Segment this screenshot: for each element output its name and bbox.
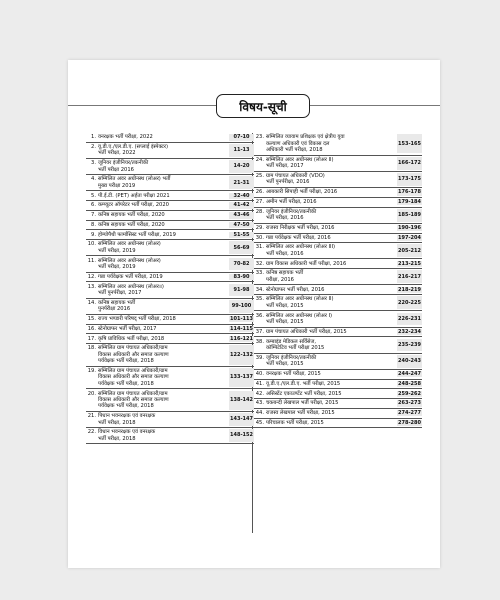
contents-entry: [254, 295, 422, 311]
entry-number: 31.: [255, 244, 264, 251]
entry-title: स्टेनोग्राफर भर्ती परीक्षा, 2016: [266, 286, 325, 293]
contents-entry: [254, 285, 422, 295]
entry-number: 39.: [255, 354, 264, 361]
contents-entry: [86, 201, 254, 211]
entry-page-range: 259-262: [398, 390, 421, 397]
entry-number: 15.: [87, 315, 96, 322]
entry-number: 14.: [87, 299, 96, 306]
entry-title: सम्मिलित ग्राम पंचायत अधिकारी/ग्राम विकास अधिकारी और समाज कल्याण पर्यवेक्षक भर्ती परीक्षा, 2018: [98, 345, 169, 365]
entry-number: 44.: [255, 410, 264, 417]
entry-title: सम्मिलित ग्राम पंचायत अधिकारी/ग्राम विकास अधिकारी और समाज कल्याण पर्यवेक्षक भर्ती परीक्षा, 2018: [98, 390, 169, 410]
entry-title: कम्प्यूटर ऑपरेटर भर्ती परीक्षा, 2020: [98, 202, 169, 209]
entry-title: गन्ना पर्यवेक्षक भर्ती परीक्षा, 2016: [266, 234, 331, 241]
entry-page-range: 173-175: [397, 173, 422, 186]
contents-entry: [254, 259, 422, 269]
entry-title: असिस्टेंट एकाउण्टेंट भर्ती परीक्षा, 2015: [266, 390, 342, 397]
entry-title: सम्मिलित अवर अधीनस्थ (लोअर II) भर्ती परीक्षा, 2017: [266, 156, 334, 170]
entry-page-range: 47-50: [229, 222, 254, 228]
entry-title: विधान भवनरक्षक एवं वनरक्षक भर्ती परीक्षा, 2018: [98, 429, 156, 442]
entry-number: 29.: [255, 224, 264, 231]
entry-number: 23.: [255, 134, 264, 141]
entry-page-range: 99-100: [229, 300, 254, 313]
contents-entry: [86, 334, 254, 344]
entry-number: 21.: [87, 413, 96, 420]
entry-page-range: 220-225: [397, 296, 422, 309]
contents-entry: [86, 159, 254, 175]
entry-title: आबकारी सिपाही भर्ती परीक्षा, 2016: [266, 189, 338, 196]
entry-page-range: 244-247: [398, 370, 421, 377]
entry-title: सम्मिलित अवर अधीनस्थ (लोअर॥) भर्ती पुनर्परीक्षा, 2017: [98, 283, 164, 296]
entry-page-range: 205-212: [397, 244, 422, 257]
contents-entry: [254, 419, 422, 429]
entry-number: 41.: [255, 380, 264, 387]
entry-page-range: 83-90: [229, 274, 254, 280]
entry-title: सम्मिलित अवर अधीनस्थ (लोअर III) भर्ती परीक्षा, 2016: [266, 244, 336, 257]
entry-title: यू.डी.ए./एल.डी.ए. (सप्लाई इंस्पेक्टर) भर्ती परीक्षा, 2022: [98, 143, 169, 157]
entry-title: वनरक्षक भर्ती परीक्षा, 2015: [266, 370, 321, 377]
contents-entry: [86, 325, 254, 335]
contents-entry: [86, 315, 254, 325]
contents-entry: [254, 188, 422, 198]
entry-number: 19.: [87, 367, 96, 374]
entry-number: 7.: [91, 212, 96, 219]
entry-title: जूनियर इंजीनियर/तकनीकी भर्ती परीक्षा 2016: [98, 160, 149, 173]
contents-entry: [86, 367, 254, 390]
entry-page-range: 148-152: [229, 429, 254, 442]
contents-entry: [254, 409, 422, 419]
contents-entry: [254, 311, 422, 327]
contents-entry: [254, 370, 422, 380]
contents-entry: [254, 337, 422, 353]
entry-page-range: 43-46: [229, 212, 254, 218]
entry-title: ग्राम विकास अधिकारी भर्ती परीक्षा, 2016: [266, 260, 347, 267]
entry-page-range: 101-113: [230, 315, 253, 322]
entry-page-range: 235-239: [397, 339, 422, 352]
entry-title: सम्मिलित ग्राम पंचायत अधिकारी/ग्राम विकास अधिकारी और समाज कल्याण पर्यवेक्षक भर्ती परीक्षा, 2018: [98, 367, 169, 387]
entry-page-range: 21-31: [229, 176, 254, 189]
entry-number: 32.: [255, 260, 264, 267]
contents-entry: [86, 256, 254, 272]
entry-page-range: 114-115: [230, 325, 253, 332]
entry-title: पिधान भवनरक्षक एवं वनरक्षक भर्ती परीक्षा, 2018: [98, 413, 156, 426]
entry-page-range: 190-196: [398, 224, 421, 231]
entry-number: 5.: [91, 192, 96, 199]
entry-page-range: 232-234: [398, 328, 421, 335]
contents-entry: [86, 428, 254, 444]
entry-number: 27.: [255, 198, 264, 205]
contents-entry: [254, 399, 422, 409]
entry-number: 24.: [255, 156, 264, 163]
entry-number: 3.: [91, 160, 96, 167]
contents-entry: [86, 143, 254, 159]
contents-entry: [254, 389, 422, 399]
entry-page-range: 278-280: [398, 419, 421, 426]
entry-title: कनिष्ठ सहायक भर्ती पुनर्परीक्षा 2016: [98, 299, 136, 313]
entry-number: 12.: [87, 273, 96, 280]
entry-title: ग्राम पंचायत अधिकारी (VDO) भर्ती पुनर्परीक्षा, 2016: [266, 172, 325, 186]
entry-page-range: 138-142: [229, 391, 254, 410]
entry-title: सम्मिलित अवर अधीनस्थ (लोअर) भर्ती मुख्य परीक्षा 2019: [98, 176, 171, 189]
entry-page-range: 166-172: [397, 157, 422, 170]
entry-number: 45.: [255, 419, 264, 426]
contents-column-left: [86, 133, 254, 444]
entry-page-range: 179-184: [398, 198, 421, 205]
entry-number: 1.: [91, 134, 96, 141]
entry-title: राजस्व लेखपाल भर्ती परीक्षा, 2015: [266, 410, 335, 417]
entry-title: परिचालक भर्ती परीक्षा, 2015: [266, 419, 324, 426]
entry-number: 10.: [87, 241, 96, 248]
contents-entry: [86, 273, 254, 283]
entry-number: 42.: [255, 390, 264, 397]
contents-entry: [86, 282, 254, 298]
entry-title: स्टेनोग्राफर भर्ती परीक्षा, 2017: [98, 325, 157, 332]
page-title: विषय-सूची: [216, 94, 310, 118]
contents-entry: [254, 269, 422, 285]
contents-entry: [254, 156, 422, 172]
entry-page-range: 116-121: [230, 335, 253, 342]
entry-title: चकबन्दी लेखपाल भर्ती परीक्षा, 2015: [266, 400, 339, 407]
entry-number: 6.: [91, 202, 96, 209]
contents-entry: [254, 234, 422, 244]
contents-entry: [254, 354, 422, 370]
entry-title: सम्मिलित व्यायाम प्रशिक्षक एवं क्षेत्रीय युवा कल्याण अधिकारी एवं विकास दल अधिकारी भर्ती परीक्षा, 2018: [266, 134, 345, 153]
contents-entry: [86, 211, 254, 221]
entry-title: सम्मिलित अवर अधीनस्थ (लोअर) भर्ती परीक्षा, 2019: [98, 257, 161, 271]
entry-number: 35.: [255, 296, 264, 303]
contents-entry: [86, 344, 254, 367]
entry-page-range: 185-189: [397, 209, 422, 222]
contents-entry: [86, 133, 254, 143]
entry-page-range: 32-40: [229, 193, 254, 199]
entry-number: 8.: [91, 221, 96, 228]
contents-entry: [86, 191, 254, 201]
entry-number: 17.: [87, 335, 96, 342]
entry-number: 20.: [87, 390, 96, 397]
entry-page-range: 153-165: [397, 134, 422, 153]
entry-number: 25.: [255, 172, 264, 179]
contents-entry: [86, 175, 254, 191]
entry-title: ग्राम पंचायत अधिकारी भर्ती परीक्षा, 2015: [266, 328, 347, 335]
entry-title: होम्योपैथी फार्मासिस्ट भर्ती परीक्षा, 2019: [98, 231, 176, 238]
entry-title: कनिष्ठ सहायक भर्ती परीक्षा, 2016: [266, 270, 304, 283]
entry-number: 18.: [87, 345, 96, 352]
entry-title: वनरक्षक भर्ती परीक्षा, 2022: [98, 134, 153, 141]
contents-entry: [86, 412, 254, 428]
entry-title: गन्ना पर्यवेक्षक भर्ती परीक्षा, 2019: [98, 273, 163, 280]
entry-number: 13.: [87, 283, 96, 290]
entry-title: कनिष्ठ सहायक भर्ती परीक्षा, 2020: [98, 221, 165, 228]
entry-title: अमीन भर्ती परीक्षा, 2016: [266, 198, 317, 205]
entry-title: सम्मिलित अवर अधीनस्थ (लोअर I) भर्ती परीक्षा, 2015: [266, 312, 333, 325]
entry-page-range: 218-219: [398, 286, 421, 293]
contents-entry: [254, 328, 422, 338]
entry-number: 28.: [255, 208, 264, 215]
entry-number: 40.: [255, 370, 264, 377]
entry-page-range: 51-55: [229, 232, 254, 238]
entry-number: 9.: [91, 231, 96, 238]
entry-number: 30.: [255, 234, 264, 241]
contents-entry: [86, 240, 254, 256]
entry-number: 38.: [255, 338, 264, 345]
contents-entry: [254, 224, 422, 234]
contents-entry: [254, 380, 422, 390]
entry-title: जूनियर इंजीनियर/तकनीकी भर्ती परीक्षा, 2015: [266, 354, 317, 368]
contents-entry: [86, 299, 254, 315]
entry-title: कनिष्ठ सहायक भर्ती परीक्षा, 2020: [98, 212, 165, 219]
contents-entry: [254, 133, 422, 156]
entry-page-range: 274-277: [398, 410, 421, 417]
entry-number: 33.: [255, 270, 264, 277]
entry-title: राज्य भण्डारी परिषद् भर्ती परीक्षा, 2018: [98, 315, 176, 322]
entry-number: 16.: [87, 325, 96, 332]
contents-entry: [254, 198, 422, 208]
entry-number: 43.: [255, 400, 264, 407]
entry-page-range: 213-215: [398, 260, 421, 267]
entry-page-range: 143-147: [229, 413, 254, 426]
entry-number: 26.: [255, 189, 264, 196]
entry-number: 34.: [255, 286, 264, 293]
entry-page-range: 176-178: [398, 189, 421, 196]
entry-title: कम्बाइंड मेडिकल सर्विसेज, कॉम्पिटेटिव भर्ती परीक्षा 2015: [266, 338, 325, 351]
entry-page-range: 216-217: [397, 270, 422, 283]
contents-entry: [86, 230, 254, 240]
entry-page-range: 197-204: [398, 234, 421, 241]
entry-page-range: 133-137: [229, 368, 254, 387]
entry-number: 22.: [87, 429, 96, 436]
entry-page-range: 56-69: [229, 241, 254, 254]
contents-entry: [86, 389, 254, 412]
entry-title: कृषि प्राविधिक भर्ती परीक्षा, 2018: [98, 335, 165, 342]
entry-title: सम्मिलित अवर अधीनस्थ (लोअर II) भर्ती परीक्षा, 2015: [266, 296, 334, 309]
entry-page-range: 263-273: [398, 400, 421, 407]
contents-entry: [254, 243, 422, 259]
entry-page-range: 41-42: [229, 202, 254, 208]
entry-page-range: 122-132: [229, 345, 254, 364]
entry-number: 11.: [87, 257, 96, 264]
entry-title: पी.ई.टी. (PET) अर्हता परीक्षा 2021: [98, 192, 170, 199]
entry-page-range: 11-13: [229, 144, 254, 157]
entry-page-range: 14-20: [229, 160, 254, 173]
entry-number: 4.: [91, 176, 96, 183]
entry-title: सम्मिलित अवर अधीनस्थ (लोअर) भर्ती परीक्षा, 2019: [98, 241, 161, 254]
entry-page-range: 07-10: [229, 134, 254, 140]
entry-page-range: 226-231: [397, 313, 422, 326]
contents-entry: [254, 208, 422, 224]
entry-number: 2.: [91, 143, 96, 150]
entry-number: 37.: [255, 328, 264, 335]
entry-title: राजस्व निरीक्षक भर्ती परीक्षा, 2016: [266, 224, 335, 231]
entry-page-range: 91-98: [229, 284, 254, 297]
entry-number: 36.: [255, 312, 264, 319]
book-page: [68, 60, 440, 568]
entry-title: यू.डी.ए./एल.डी.ए. भर्ती परीक्षा, 2015: [266, 380, 341, 387]
entry-page-range: 240-243: [397, 355, 422, 368]
entry-page-range: 248-258: [398, 380, 421, 387]
contents-column-right: [254, 133, 422, 428]
contents-entry: [254, 172, 422, 188]
contents-entry: [86, 221, 254, 231]
entry-page-range: 70-82: [229, 258, 254, 271]
entry-title: जूनियर इंजीनियर/तकनीकी भर्ती परीक्षा, 2016: [266, 208, 317, 222]
